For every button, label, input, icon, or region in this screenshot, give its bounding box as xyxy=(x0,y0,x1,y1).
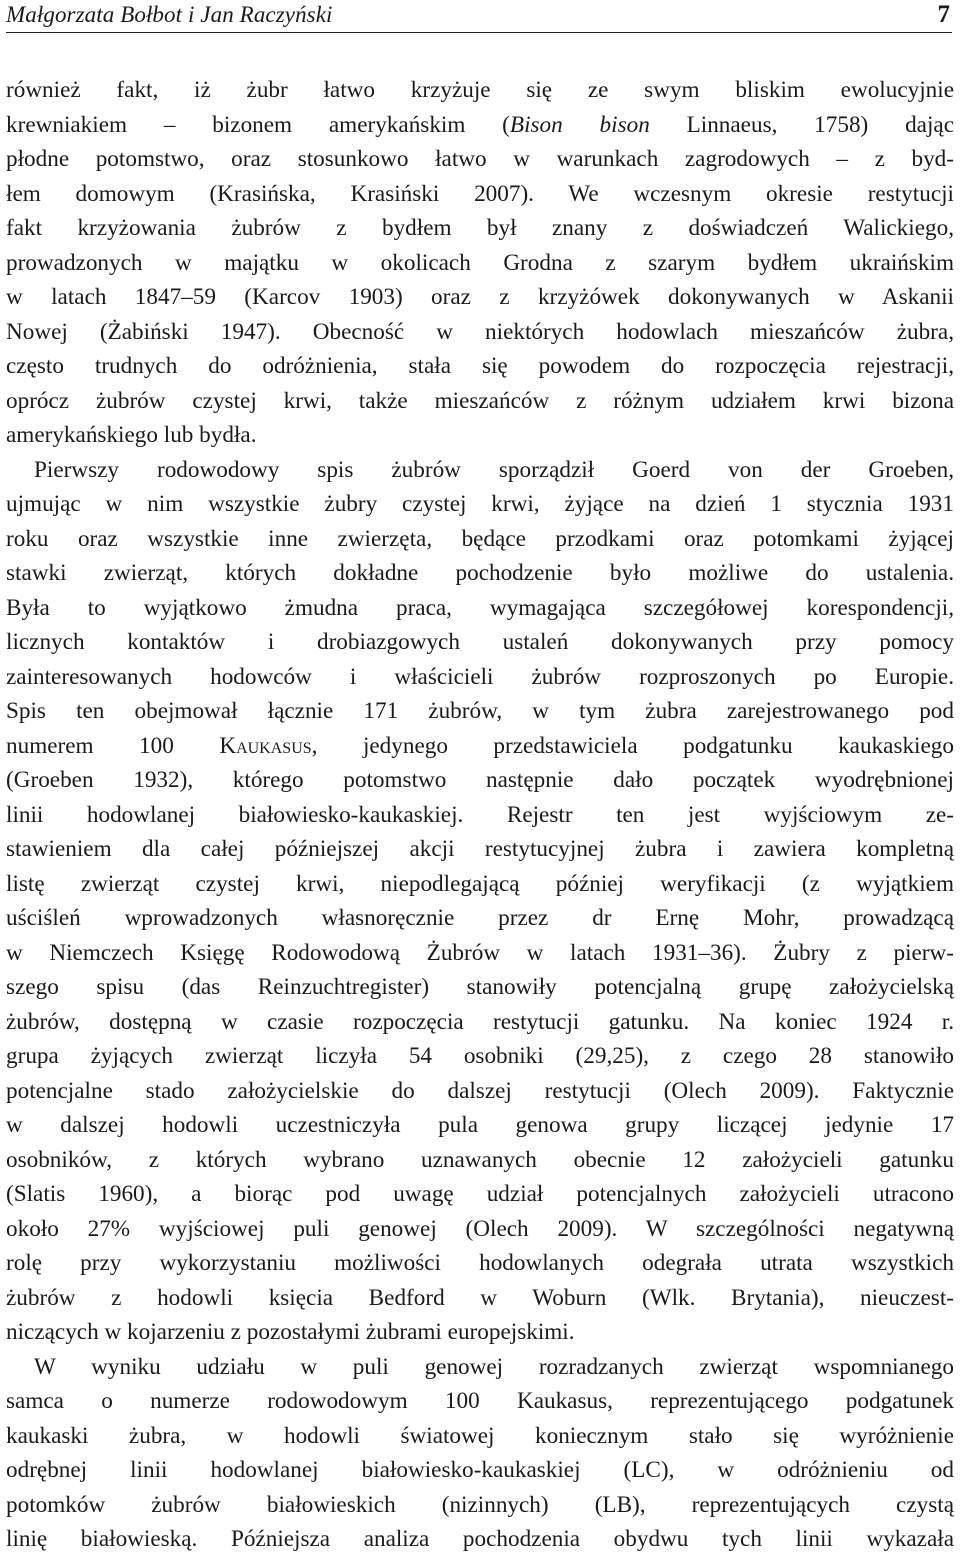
text-line: żubrów, dostępną w czasie rozpoczęcia restytucji gatunku. Na koniec 1924 r. xyxy=(6,1008,954,1035)
text-line: żubrów z hodowli księcia Bedford w Woburn (Wlk. Brytania), nieuczest- xyxy=(6,1284,954,1311)
text-line: zainteresowanych hodowców i właścicieli żubrów rozproszonych po Europie. xyxy=(6,663,954,690)
paragraph xyxy=(6,1350,954,1557)
text-line: roku oraz wszystkie inne zwierzęta, będące przodkami oraz potomkami żyjącej xyxy=(6,525,954,552)
text-line: również fakt, iż żubr łatwo krzyżuje się ze swym bliskim ewolucyjnie xyxy=(6,77,954,103)
text-line: w dalszej hodowli uczestniczyła pula genowa grupy liczącej jedynie 17 xyxy=(6,1112,954,1138)
species-name: Bison bison xyxy=(509,111,650,138)
text-line: około 27% wyjściowej puli genowej (Olech 2009). W szczególności negatywną xyxy=(6,1215,954,1242)
text-line: stawki zwierząt, których dokładne pochodzenie było możliwe do ustalenia. xyxy=(6,560,954,586)
text-line: kaukaski żubra, w hodowli światowej koniecznym stało się wyróżnienie xyxy=(6,1422,954,1449)
text-line: ujmując w nim wszystkie żubry czystej krwi, żyjące na dzień 1 stycznia 1931 xyxy=(6,491,954,517)
text-line: Spis ten obejmował łącznie 171 żubrów, w tym żubra zarejestrowanego pod xyxy=(6,698,954,724)
text-line: Nowej (Żabiński 1947). Obecność w niektórych hodowlach mieszańców żubra, xyxy=(6,318,954,345)
text-line: szego spisu (das Reinzuchtregister) stanowiły potencjalną grupę założycielską xyxy=(6,974,954,1000)
text-line: krewniakiem – bizonem amerykańskim (Bison bison Linnaeus, 1758) dając xyxy=(6,111,954,138)
paragraph xyxy=(6,453,954,1350)
text-line: licznych kontaktów i drobiazgowych ustaleń dokonywanych przy pomocy xyxy=(6,629,954,655)
text-line: uściśleń wprowadzonych własnoręcznie przez dr Ernę Mohr, prowadzącą xyxy=(6,905,954,931)
text-line: linii hodowlanej białowiesko-kaukaskiej. Rejestr ten jest wyjściowym ze- xyxy=(6,801,954,828)
text-line: samca o numerze rodowodowym 100 Kaukasus, reprezentującego podgatunek xyxy=(6,1388,954,1414)
text-line: rolę przy wykorzystaniu możliwości hodowlanych odegrała utrata wszystkich xyxy=(6,1250,954,1276)
text-line: fakt krzyżowania żubrów z bydłem był znany z doświadczeń Walickiego, xyxy=(6,215,954,241)
text-line: odrębnej linii hodowlanej białowiesko-kaukaskiej (LC), w odróżnieniu od xyxy=(6,1457,954,1483)
text-line: amerykańskiego lub bydła. xyxy=(6,422,257,448)
text-line: Była to wyjątkowo żmudna praca, wymagająca szczegółowej korespondencji, xyxy=(6,594,954,621)
text-line: łem domowym (Krasińska, Krasiński 2007). We wczesnym okresie restytucji xyxy=(6,180,954,207)
text-line: numerem 100 Kaukasus, jedynego przedstawiciela podgatunku kaukaskiego xyxy=(6,732,954,759)
text-line: w Niemczech Księgę Rodowodową Żubrów w latach 1931–36). Żubry z pierw- xyxy=(6,939,954,966)
text-line: potencjalne stado założycielskie do dalszej restytucji (Olech 2009). Faktycznie xyxy=(6,1077,954,1104)
running-header xyxy=(6,0,952,33)
text-line: prowadzonych w majątku w okolicach Grodna z szarym bydłem ukraińskim xyxy=(6,249,954,276)
text-line: (Slatis 1960), a biorąc pod uwagę udział potencjalnych założycieli utracono xyxy=(6,1181,954,1207)
text-line: często trudnych do odróżnienia, stała się powodem do rozpoczęcia rejestracji, xyxy=(6,353,954,379)
header-authors: Małgorzata Bołbot i Jan Raczyński xyxy=(6,2,333,27)
text-line: linię białowieską. Późniejsza analiza pochodzenia obydwu tych linii wykazała xyxy=(6,1526,954,1552)
text-line: listę zwierząt czystej krwi, niepodlegającą później weryfikacji (z wyjątkiem xyxy=(6,870,954,897)
text-line: osobników, z których wybrano uznawanych obecnie 12 założycieli gatunku xyxy=(6,1146,954,1173)
animal-name: Kaukasus xyxy=(219,732,312,759)
text-line: w latach 1847–59 (Karcov 1903) oraz z krzyżówek dokonywanych w Askanii xyxy=(6,284,954,310)
text-line: niczących w kojarzeniu z pozostałymi żubrami europejskimi. xyxy=(6,1319,575,1345)
text-line: W wyniku udziału w puli genowej rozradzanych zwierząt wspomnianego xyxy=(34,1353,954,1380)
page-number: 7 xyxy=(937,1,950,28)
text-line: potomków żubrów białowieskich (nizinnych) (LB), reprezentujących czystą xyxy=(6,1491,954,1518)
text-line: płodne potomstwo, oraz stosunkowo łatwo w warunkach zagrodowych – z byd- xyxy=(6,146,954,172)
text-line: grupa żyjących zwierząt liczyła 54 osobniki (29,25), z czego 28 stanowiło xyxy=(6,1043,954,1069)
body-text xyxy=(6,73,954,1557)
text-line: stawieniem dla całej późniejszej akcji restytucyjnej żubra i zawiera kompletną xyxy=(6,836,954,862)
text-line: oprócz żubrów czystej krwi, także mieszańców z różnym udziałem krwi bizona xyxy=(6,387,954,414)
text-line: (Groeben 1932), którego potomstwo następnie dało początek wyodrębnionej xyxy=(6,767,954,793)
paragraph xyxy=(6,73,954,453)
text-line: Pierwszy rodowodowy spis żubrów sporządził Goerd von der Groeben, xyxy=(34,456,954,483)
